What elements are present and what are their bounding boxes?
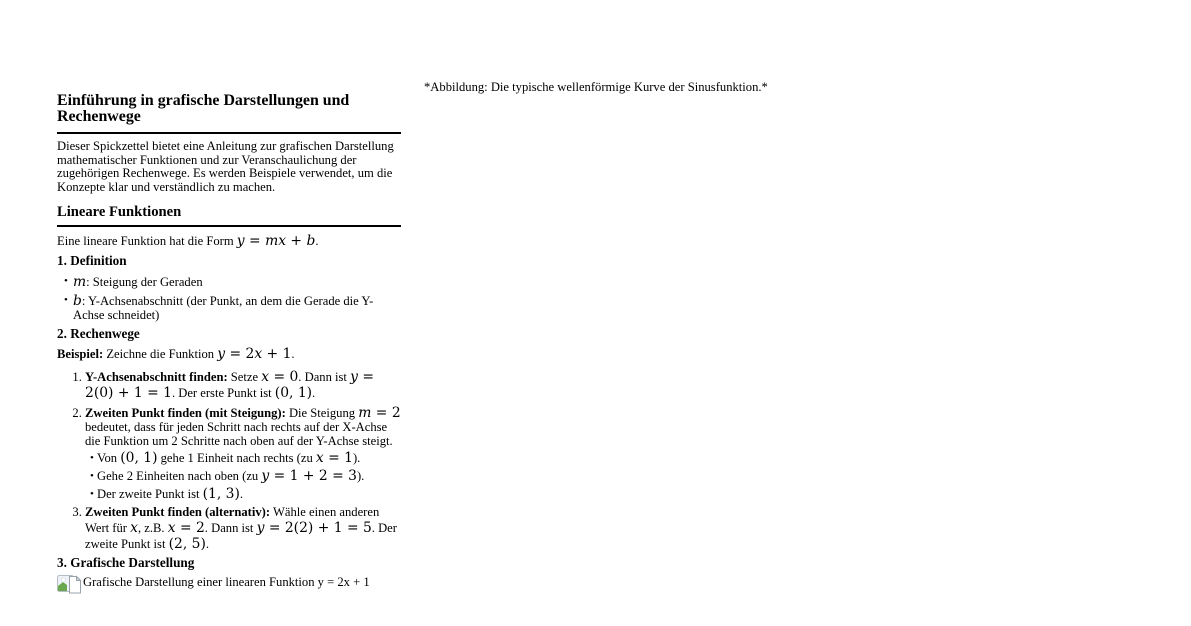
step-text: . <box>205 536 210 551</box>
definition-item-math: b <box>73 293 82 310</box>
step-text: . Dann ist <box>298 369 351 384</box>
substep-item <box>97 450 401 466</box>
substep-item <box>97 468 401 484</box>
step-text: Wähle einen anderen Wert für <box>85 505 380 535</box>
grafische-darstellung-heading: 3. Grafische Darstellung <box>57 554 195 570</box>
step-math: (2, 5) <box>168 535 206 552</box>
form-math: y = mx + b <box>236 233 316 250</box>
step-label: Zweiten Punkt finden (alternativ): <box>85 505 271 520</box>
step-text: , z.B. <box>137 520 168 535</box>
step-item <box>85 506 401 552</box>
substeps-list <box>85 450 401 502</box>
substep-text: . <box>239 487 244 502</box>
step-text: Setze <box>227 369 262 384</box>
definition-item-text: : Steigung der Geraden <box>86 275 203 290</box>
step-text: . <box>312 385 316 400</box>
intro-paragraph: Dieser Spickzettel bietet eine Anleitung zur grafischen Darstellung mathematischer Funktionen und zur Veranschaulichung der zugehörigen Rechenwege. Es werden Beispiele verwendet, um die Konzepte klar und verständlich zu machen. <box>57 139 394 194</box>
substep-text: Von <box>97 451 121 466</box>
page-title: Einführung in grafische Darstellungen und Rechenwege <box>57 93 401 134</box>
step-text: Die Steigung <box>285 405 359 420</box>
step-text: . Der zweite Punkt ist <box>85 520 397 551</box>
substep-text: ). <box>356 469 365 484</box>
step-math: x = 2 <box>167 519 205 536</box>
substep-text: Gehe 2 Einheiten nach oben (zu <box>97 469 262 484</box>
substep-math: (1, 3) <box>202 486 240 503</box>
definition-item-text: : Y-Achsenabschnitt (der Punkt, an dem die Gerade die Y-Achse schneidet) <box>73 294 374 323</box>
substep-math: y = 1 + 2 = 3 <box>261 468 357 485</box>
step-math: y = 2(2) + 1 = 5 <box>256 519 372 536</box>
step-math: x = 0 <box>261 368 299 385</box>
step-label: Zweiten Punkt finden (mit Steigung): <box>85 405 286 420</box>
step-item <box>85 405 401 502</box>
image-alt-text: Grafische Darstellung einer linearen Funktion y = 2x + 1 <box>83 574 370 589</box>
step-text: . Der erste Punkt ist <box>171 385 275 400</box>
substep-text: Der zweite Punkt ist <box>97 487 203 502</box>
beispiel-label: Beispiel: <box>57 346 104 361</box>
figure-caption: *Abbildung: Die typische wellenförmige Kurve der Sinusfunktion.* <box>424 80 768 94</box>
beispiel-text: Zeichne die Funktion <box>103 346 218 361</box>
section-heading-lineare-funktionen: Lineare Funktionen <box>57 205 401 227</box>
substep-math: (0, 1) <box>120 450 158 467</box>
definition-item-math: m <box>73 274 87 291</box>
beispiel-paragraph <box>57 346 401 362</box>
substep-text: gehe 1 Einheit nach rechts (zu <box>157 451 316 466</box>
step-math: y = 2(0) + 1 = 1 <box>85 368 374 401</box>
definition-list <box>57 274 401 323</box>
step-item <box>85 369 401 401</box>
form-text: Eine lineare Funktion hat die Form <box>57 234 237 249</box>
beispiel-math: y = 2x + 1 <box>217 345 292 362</box>
form-text-end: . <box>315 234 319 249</box>
right-column <box>424 81 771 95</box>
definition-item <box>73 274 401 290</box>
broken-image-icon <box>57 574 82 598</box>
substep-math: x = 1 <box>315 450 353 467</box>
steps-list <box>57 369 401 552</box>
step-text: . Dann ist <box>204 520 257 535</box>
step-label: Y-Achsenabschnitt finden: <box>85 369 228 384</box>
step-text: bedeutet, dass für jeden Schritt nach rechts auf der X-Achse die Funktion um 2 Schritte nach oben auf der Y-Achse steigt. <box>85 419 393 448</box>
linear-form-paragraph <box>57 233 401 249</box>
definition-item <box>73 293 401 323</box>
step-math: x <box>130 519 138 536</box>
missing-image-line <box>57 574 401 598</box>
step-math: m = 2 <box>358 404 401 421</box>
left-column <box>57 93 401 598</box>
beispiel-text-end: . <box>291 346 295 361</box>
rechenwege-heading: 2. Rechenwege <box>57 325 140 341</box>
substep-item <box>97 486 401 502</box>
substep-text: ). <box>352 451 361 466</box>
step-math: (0, 1) <box>274 384 313 401</box>
definition-heading: 1. Definition <box>57 253 127 269</box>
